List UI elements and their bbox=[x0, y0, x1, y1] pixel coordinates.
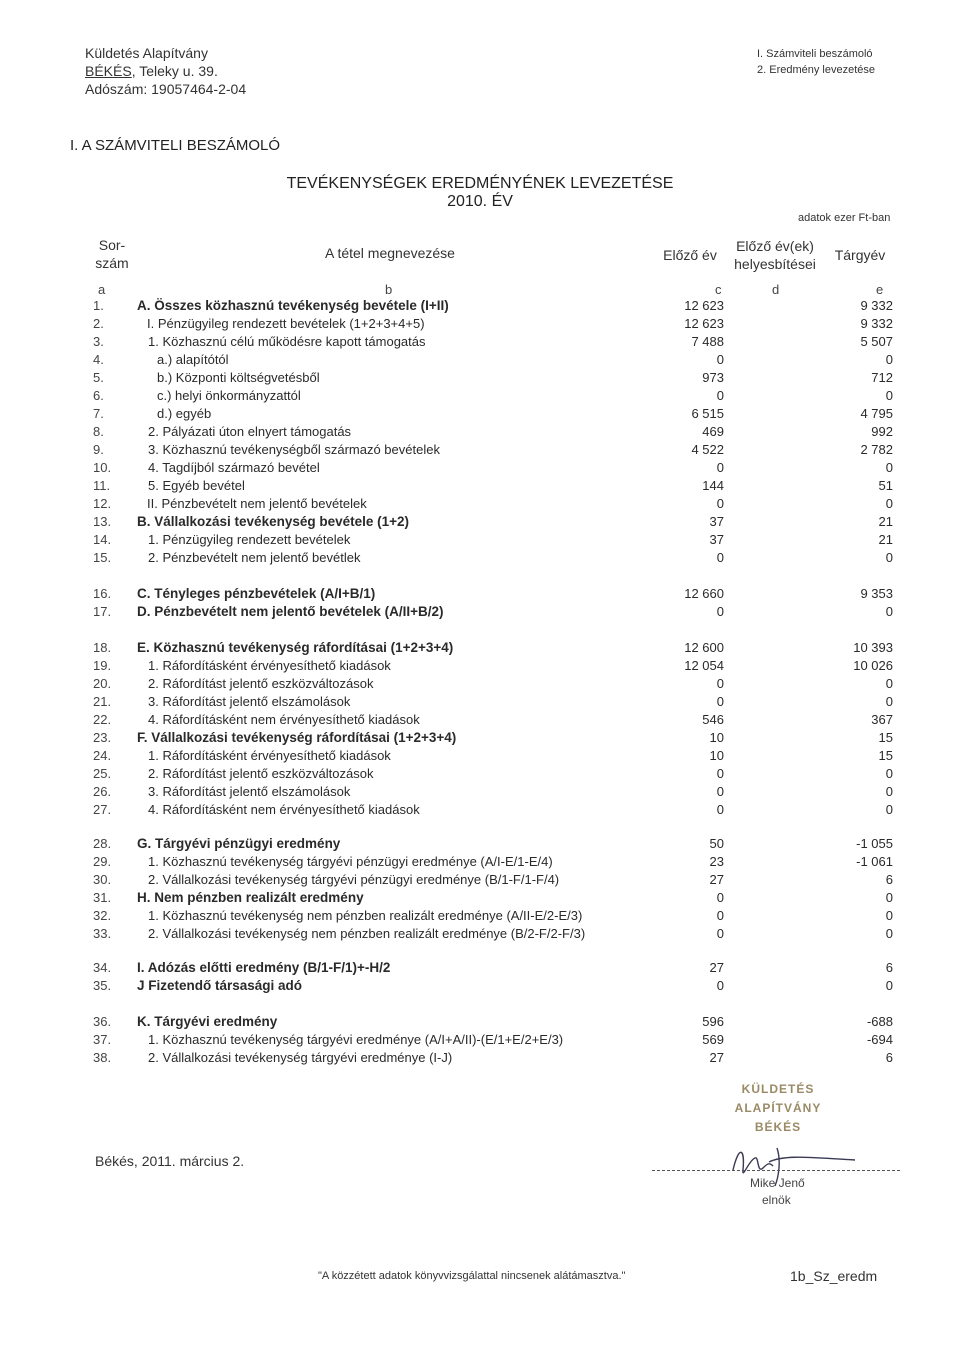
row-current-year-value: 9 332 bbox=[860, 316, 893, 331]
table-row bbox=[0, 747, 960, 765]
row-previous-year-value: 0 bbox=[716, 784, 724, 799]
row-number: 38. bbox=[93, 1050, 112, 1065]
row-previous-year-value: 0 bbox=[716, 604, 724, 619]
row-previous-year-value: 10 bbox=[709, 748, 724, 763]
row-number: 34. bbox=[93, 960, 112, 975]
table-row bbox=[0, 333, 960, 351]
column-letter-e: e bbox=[876, 282, 884, 297]
organization-header bbox=[85, 44, 246, 98]
row-previous-year-value: 12 623 bbox=[684, 298, 724, 313]
row-previous-year-value: 6 515 bbox=[691, 406, 724, 421]
row-number: 18. bbox=[93, 640, 112, 655]
row-current-year-value: 0 bbox=[885, 890, 893, 905]
row-number: 37. bbox=[93, 1032, 112, 1047]
table-row bbox=[0, 585, 960, 603]
section-title: I. A SZÁMVITELI BESZÁMOLÓ bbox=[70, 137, 281, 154]
reference-line-1: I. Számviteli beszámoló bbox=[757, 48, 873, 60]
row-number: 25. bbox=[93, 766, 112, 781]
table-row bbox=[0, 531, 960, 549]
table-row bbox=[0, 603, 960, 621]
table-row bbox=[0, 889, 960, 907]
row-current-year-value: 0 bbox=[885, 460, 893, 475]
row-label: d.) egyéb bbox=[157, 406, 212, 421]
table-row bbox=[0, 549, 960, 567]
row-number: 5. bbox=[93, 370, 104, 385]
table-row bbox=[0, 835, 960, 853]
row-current-year-value: 21 bbox=[878, 532, 893, 547]
table-row bbox=[0, 351, 960, 369]
row-number: 3. bbox=[93, 334, 104, 349]
row-current-year-value: 5 507 bbox=[860, 334, 893, 349]
row-label: 2. Ráfordítást jelentő eszközváltozások bbox=[148, 676, 374, 691]
row-number: 24. bbox=[93, 748, 112, 763]
row-current-year-value: 0 bbox=[885, 694, 893, 709]
row-number: 20. bbox=[93, 676, 112, 691]
row-previous-year-value: 0 bbox=[716, 496, 724, 511]
row-number: 1. bbox=[93, 298, 104, 313]
column-header-prev: Előző év bbox=[663, 247, 717, 263]
row-current-year-value: 0 bbox=[885, 766, 893, 781]
signature-line bbox=[652, 1170, 900, 1171]
row-previous-year-value: 37 bbox=[709, 532, 724, 547]
row-number: 30. bbox=[93, 872, 112, 887]
document-reference bbox=[757, 46, 875, 78]
row-current-year-value: 367 bbox=[871, 712, 893, 727]
row-current-year-value: 0 bbox=[885, 550, 893, 565]
table-row bbox=[0, 711, 960, 729]
row-number: 23. bbox=[93, 730, 112, 745]
row-current-year-value: -1 055 bbox=[856, 836, 893, 851]
row-label: b.) Központi költségvetésből bbox=[157, 370, 320, 385]
table-row bbox=[0, 495, 960, 513]
org-address bbox=[85, 62, 246, 80]
row-current-year-value: 0 bbox=[885, 978, 893, 993]
row-current-year-value: 0 bbox=[885, 496, 893, 511]
row-label: c.) helyi önkormányzattól bbox=[157, 388, 301, 403]
units-note: adatok ezer Ft-ban bbox=[798, 212, 891, 224]
row-previous-year-value: 0 bbox=[716, 802, 724, 817]
row-number: 8. bbox=[93, 424, 104, 439]
stamp-line-2: ALAPÍTVÁNY bbox=[734, 1101, 822, 1115]
table-row bbox=[0, 783, 960, 801]
table-row bbox=[0, 297, 960, 315]
row-current-year-value: 51 bbox=[878, 478, 893, 493]
row-current-year-value: -688 bbox=[866, 1014, 893, 1029]
row-current-year-value: 10 393 bbox=[853, 640, 893, 655]
org-city: BÉKÉS bbox=[85, 63, 132, 79]
row-label: 2. Vállalkozási tevékenység nem pénzben realizált eredménye (B/2-F/2-F/3) bbox=[148, 926, 586, 941]
row-number: 12. bbox=[93, 496, 112, 511]
row-label: D. Pénzbevételt nem jelentő bevételek (A/II+B/2) bbox=[137, 604, 444, 619]
stamp-line-1: KÜLDETÉS bbox=[741, 1082, 815, 1096]
row-label: B. Vállalkozási tevékenység bevétele (1+2) bbox=[137, 514, 410, 529]
row-number: 22. bbox=[93, 712, 112, 727]
row-current-year-value: 4 795 bbox=[860, 406, 893, 421]
column-letter-d: d bbox=[772, 282, 780, 297]
table-row bbox=[0, 907, 960, 925]
page-title: TEVÉKENYSÉGEK EREDMÉNYÉNEK LEVEZETÉSE bbox=[286, 175, 674, 192]
row-label: G. Tárgyévi pénzügyi eredmény bbox=[137, 836, 341, 851]
table-row bbox=[0, 801, 960, 819]
table-row bbox=[0, 871, 960, 889]
row-previous-year-value: 0 bbox=[716, 352, 724, 367]
row-previous-year-value: 0 bbox=[716, 388, 724, 403]
row-current-year-value: 15 bbox=[878, 748, 893, 763]
table-row bbox=[0, 423, 960, 441]
row-label: 3. Ráfordítást jelentő elszámolások bbox=[148, 784, 351, 799]
report-year: 2010. ÉV bbox=[447, 193, 513, 210]
row-current-year-value: 9 353 bbox=[860, 586, 893, 601]
row-label: F. Vállalkozási tevékenység ráfordításai (1+2+3+4) bbox=[137, 730, 457, 745]
row-current-year-value: 0 bbox=[885, 604, 893, 619]
row-number: 36. bbox=[93, 1014, 112, 1029]
table-row bbox=[0, 693, 960, 711]
row-previous-year-value: 12 660 bbox=[684, 586, 724, 601]
row-previous-year-value: 27 bbox=[709, 872, 724, 887]
footer-disclaimer: "A közzétett adatok könyvvizsgálattal nincsenek alátámasztva." bbox=[318, 1270, 626, 1282]
row-previous-year-value: 23 bbox=[709, 854, 724, 869]
row-previous-year-value: 10 bbox=[709, 730, 724, 745]
table-row bbox=[0, 959, 960, 977]
table-row bbox=[0, 369, 960, 387]
row-label: 2. Pénzbevételt nem jelentő bevétlek bbox=[148, 550, 361, 565]
row-label: K. Tárgyévi eredmény bbox=[137, 1014, 278, 1029]
row-number: 21. bbox=[93, 694, 112, 709]
row-number: 31. bbox=[93, 890, 112, 905]
row-label: C. Tényleges pénzbevételek (A/I+B/1) bbox=[137, 586, 376, 601]
row-label: 1. Közhasznú tevékenység nem pénzben realizált eredménye (A/II-E/2-E/3) bbox=[148, 908, 583, 923]
table-row bbox=[0, 405, 960, 423]
org-name: Küldetés Alapítvány bbox=[85, 45, 208, 61]
row-current-year-value: 0 bbox=[885, 908, 893, 923]
row-label: 1. Közhasznú tevékenység tárgyévi pénzügyi eredménye (A/I-E/1-E/4) bbox=[148, 854, 553, 869]
column-letter-b: b bbox=[385, 282, 393, 297]
row-label: 2. Pályázati úton elnyert támogatás bbox=[148, 424, 352, 439]
table-row bbox=[0, 675, 960, 693]
footer-form-code: 1b_Sz_eredm bbox=[790, 1268, 878, 1284]
row-label: I. Pénzügyileg rendezett bevételek (1+2+3+4+5) bbox=[147, 316, 425, 331]
row-previous-year-value: 0 bbox=[716, 978, 724, 993]
row-previous-year-value: 50 bbox=[709, 836, 724, 851]
row-previous-year-value: 27 bbox=[709, 1050, 724, 1065]
row-current-year-value: 10 026 bbox=[853, 658, 893, 673]
table-row bbox=[0, 765, 960, 783]
table-row bbox=[0, 657, 960, 675]
row-current-year-value: 6 bbox=[885, 1050, 893, 1065]
row-label: 2. Ráfordítást jelentő eszközváltozások bbox=[148, 766, 374, 781]
row-current-year-value: 0 bbox=[885, 802, 893, 817]
stamp-line-3: BÉKÉS bbox=[754, 1120, 802, 1134]
org-tax-id: Adószám: 19057464-2-04 bbox=[85, 81, 247, 97]
table-row bbox=[0, 729, 960, 747]
signer-name: Mike Jenő bbox=[750, 1176, 805, 1190]
org-street: , Teleky u. 39. bbox=[131, 63, 218, 79]
row-number: 26. bbox=[93, 784, 112, 799]
column-header-corrections-line2: helyesbítései bbox=[734, 256, 816, 272]
table-row bbox=[0, 639, 960, 657]
row-previous-year-value: 4 522 bbox=[691, 442, 724, 457]
row-number: 7. bbox=[93, 406, 104, 421]
table-row bbox=[0, 1049, 960, 1067]
table-row bbox=[0, 977, 960, 995]
row-previous-year-value: 12 054 bbox=[684, 658, 724, 673]
column-header-sorszam bbox=[92, 236, 132, 272]
row-current-year-value: 6 bbox=[885, 872, 893, 887]
column-letter-a: a bbox=[98, 282, 106, 297]
table-row bbox=[0, 387, 960, 405]
column-letter-c: c bbox=[715, 282, 722, 297]
row-previous-year-value: 7 488 bbox=[691, 334, 724, 349]
row-current-year-value: 712 bbox=[871, 370, 893, 385]
table-row bbox=[0, 1031, 960, 1049]
row-number: 13. bbox=[93, 514, 112, 529]
row-number: 29. bbox=[93, 854, 112, 869]
row-label: A. Összes közhasznú tevékenység bevétele (I+II) bbox=[137, 298, 449, 313]
row-previous-year-value: 546 bbox=[702, 712, 724, 727]
row-label: II. Pénzbevételt nem jelentő bevételek bbox=[147, 496, 367, 511]
table-row bbox=[0, 513, 960, 531]
row-current-year-value: 0 bbox=[885, 352, 893, 367]
row-previous-year-value: 596 bbox=[702, 1014, 724, 1029]
row-label: 3. Közhasznú tevékenységből származó bevételek bbox=[148, 442, 440, 457]
row-previous-year-value: 569 bbox=[702, 1032, 724, 1047]
row-label: 2. Vállalkozási tevékenység tárgyévi eredménye (I-J) bbox=[148, 1050, 453, 1065]
row-label: 3. Ráfordítást jelentő elszámolások bbox=[148, 694, 351, 709]
row-current-year-value: 0 bbox=[885, 784, 893, 799]
table-row bbox=[0, 1013, 960, 1031]
row-number: 17. bbox=[93, 604, 112, 619]
row-label: J Fizetendő társasági adó bbox=[137, 978, 303, 993]
row-number: 16. bbox=[93, 586, 112, 601]
row-label: 1. Pénzügyileg rendezett bevételek bbox=[148, 532, 351, 547]
row-number: 2. bbox=[93, 316, 104, 331]
row-current-year-value: 0 bbox=[885, 388, 893, 403]
row-number: 33. bbox=[93, 926, 112, 941]
row-label: E. Közhasznú tevékenység ráfordításai (1+2+3+4) bbox=[137, 640, 454, 655]
row-previous-year-value: 0 bbox=[716, 694, 724, 709]
row-label: 2. Vállalkozási tevékenység tárgyévi pénzügyi eredménye (B/1-F/1-F/4) bbox=[148, 872, 560, 887]
row-previous-year-value: 973 bbox=[702, 370, 724, 385]
table-row bbox=[0, 853, 960, 871]
row-label: 1. Közhasznú tevékenység tárgyévi eredménye (A/I+A/II)-(E/1+E/2+E/3) bbox=[148, 1032, 564, 1047]
row-previous-year-value: 469 bbox=[702, 424, 724, 439]
table-row bbox=[0, 477, 960, 495]
row-previous-year-value: 0 bbox=[716, 460, 724, 475]
column-header-corrections-line1: Előző év(ek) bbox=[736, 238, 814, 254]
row-label: 1. Ráfordításként érvényesíthető kiadások bbox=[148, 748, 391, 763]
row-previous-year-value: 37 bbox=[709, 514, 724, 529]
row-current-year-value: 6 bbox=[885, 960, 893, 975]
row-label: H. Nem pénzben realizált eredmény bbox=[137, 890, 364, 905]
column-header-name: A tétel megnevezése bbox=[325, 245, 455, 261]
row-number: 6. bbox=[93, 388, 104, 403]
table-row bbox=[0, 315, 960, 333]
row-current-year-value: 992 bbox=[871, 424, 893, 439]
row-previous-year-value: 0 bbox=[716, 926, 724, 941]
row-current-year-value: 0 bbox=[885, 926, 893, 941]
row-label: I. Adózás előtti eredmény (B/1-F/1)+-H/2 bbox=[137, 960, 391, 975]
organization-stamp bbox=[728, 1080, 828, 1137]
row-current-year-value: 21 bbox=[878, 514, 893, 529]
row-label: 4. Tagdíjból származó bevétel bbox=[148, 460, 320, 475]
row-previous-year-value: 144 bbox=[702, 478, 724, 493]
row-previous-year-value: 12 600 bbox=[684, 640, 724, 655]
place-and-date: Békés, 2011. március 2. bbox=[95, 1153, 245, 1169]
row-number: 32. bbox=[93, 908, 112, 923]
row-label: 1. Ráfordításként érvényesíthető kiadások bbox=[148, 658, 391, 673]
row-previous-year-value: 0 bbox=[716, 908, 724, 923]
row-number: 14. bbox=[93, 532, 112, 547]
row-previous-year-value: 0 bbox=[716, 676, 724, 691]
row-label: 4. Ráfordításként nem érvényesíthető kiadások bbox=[148, 802, 420, 817]
row-number: 28. bbox=[93, 836, 112, 851]
column-header-sorszam-line2: szám bbox=[95, 255, 129, 271]
row-previous-year-value: 0 bbox=[716, 890, 724, 905]
row-number: 27. bbox=[93, 802, 112, 817]
row-number: 15. bbox=[93, 550, 112, 565]
row-number: 19. bbox=[93, 658, 112, 673]
table-row bbox=[0, 925, 960, 943]
signer-title: elnök bbox=[762, 1193, 791, 1207]
row-previous-year-value: 0 bbox=[716, 550, 724, 565]
reference-line-2: 2. Eredmény levezetése bbox=[757, 64, 876, 76]
row-previous-year-value: 0 bbox=[716, 766, 724, 781]
row-current-year-value: 9 332 bbox=[860, 298, 893, 313]
row-previous-year-value: 27 bbox=[709, 960, 724, 975]
row-label: 4. Ráfordításként nem érvényesíthető kiadások bbox=[148, 712, 420, 727]
column-header-current: Tárgyév bbox=[834, 247, 886, 263]
column-header-corrections bbox=[725, 237, 825, 273]
row-current-year-value: 15 bbox=[878, 730, 893, 745]
row-current-year-value: -694 bbox=[866, 1032, 893, 1047]
table-row bbox=[0, 441, 960, 459]
row-number: 9. bbox=[93, 442, 104, 457]
table-row bbox=[0, 459, 960, 477]
column-header-sorszam-line1: Sor- bbox=[98, 237, 126, 253]
row-current-year-value: 2 782 bbox=[860, 442, 893, 457]
row-previous-year-value: 12 623 bbox=[684, 316, 724, 331]
row-label: 5. Egyéb bevétel bbox=[148, 478, 245, 493]
row-current-year-value: -1 061 bbox=[856, 854, 893, 869]
signer-block bbox=[750, 1175, 805, 1209]
row-number: 35. bbox=[93, 978, 112, 993]
row-number: 11. bbox=[93, 478, 111, 493]
row-current-year-value: 0 bbox=[885, 676, 893, 691]
row-number: 10. bbox=[93, 460, 112, 475]
row-label: 1. Közhasznú célú működésre kapott támogatás bbox=[148, 334, 426, 349]
row-number: 4. bbox=[93, 352, 104, 367]
row-label: a.) alapítótól bbox=[157, 352, 229, 367]
